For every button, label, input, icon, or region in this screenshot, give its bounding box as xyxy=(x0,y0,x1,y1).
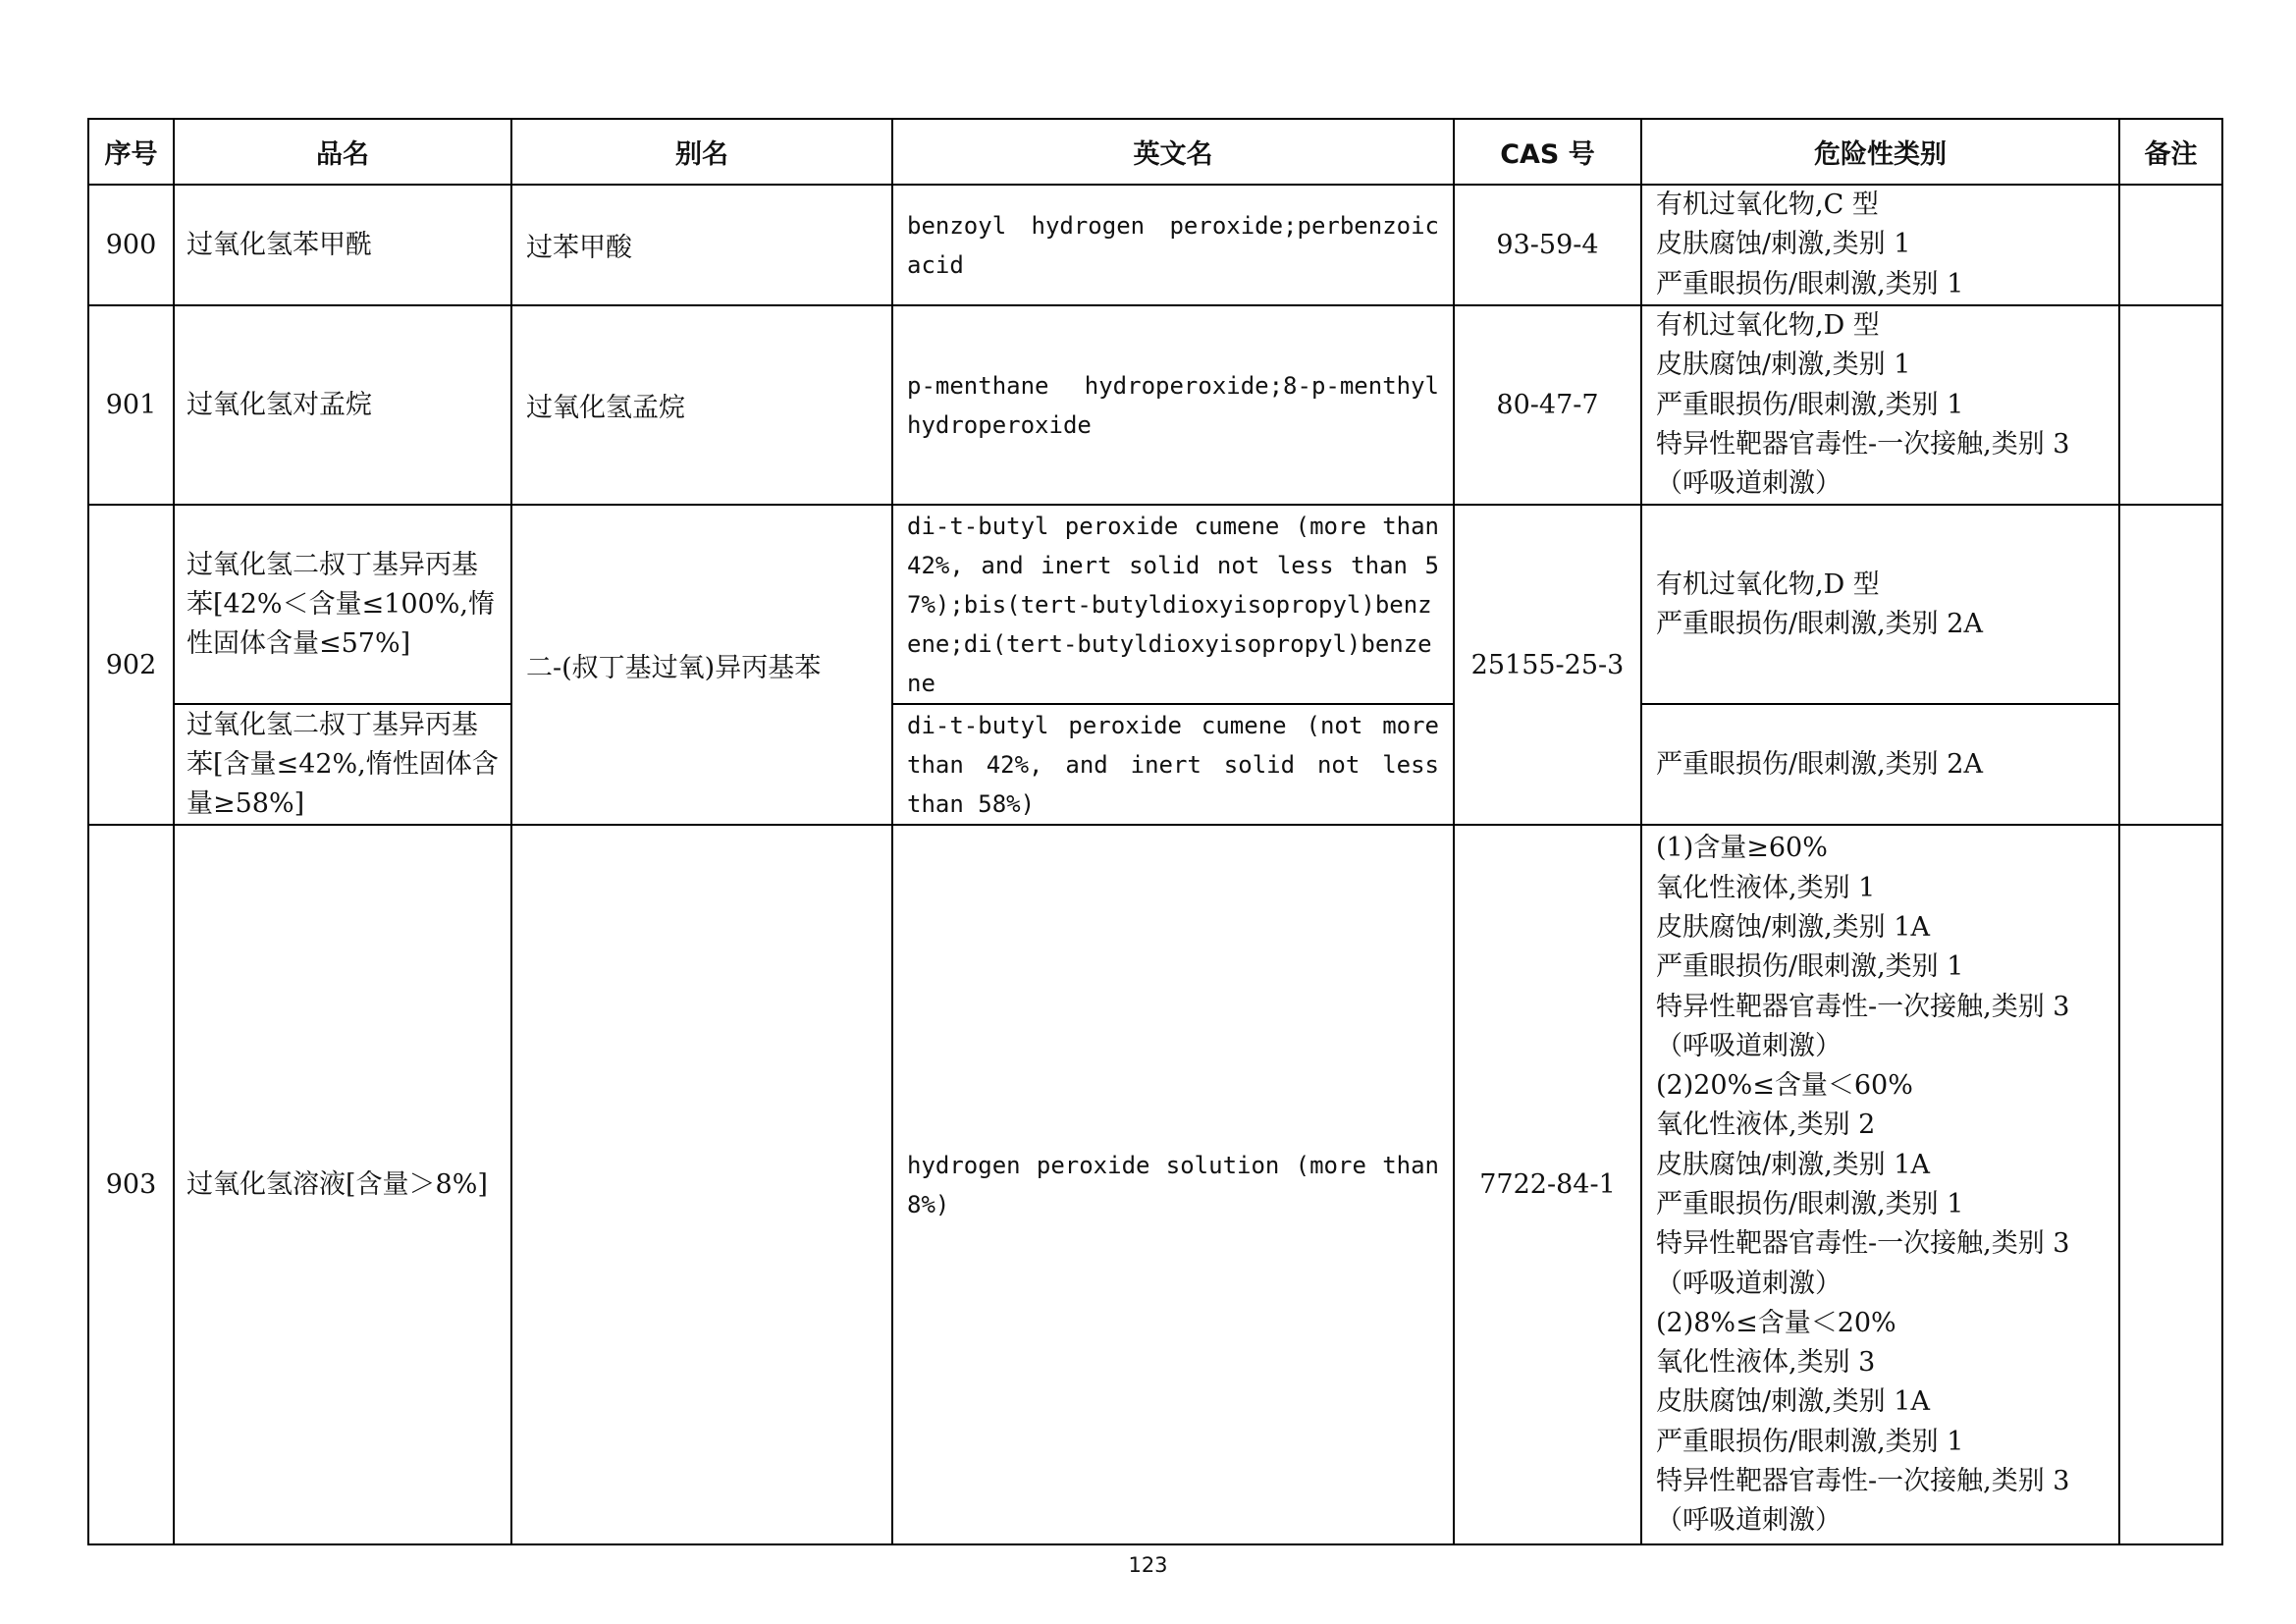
hazard-line: 特异性靶器官毒性-一次接触,类别 3 xyxy=(1656,1228,2070,1260)
hazard-line: 特异性靶器官毒性-一次接触,类别 3 xyxy=(1656,991,2070,1022)
hazard-line: (2)20%≤含量＜60% xyxy=(1656,1070,1913,1102)
hazard-line: （呼吸道刺激） xyxy=(1656,1268,1842,1299)
hazard-line: 严重眼损伤/眼刺激,类别 2A xyxy=(1656,608,1983,639)
table-row xyxy=(88,704,2222,825)
note-cell xyxy=(2119,185,2222,305)
hazard-line: 皮肤腐蚀/刺激,类别 1 xyxy=(1656,350,1911,381)
english-name-cell: hydrogen peroxide solution (more than 8%) xyxy=(892,825,1454,1544)
hazard-line: 严重眼损伤/眼刺激,类别 2A xyxy=(1656,748,1983,780)
seq-cell: 901 xyxy=(88,305,174,505)
page-number: 123 xyxy=(1128,1553,1168,1577)
hazard-line: 有机过氧化物,D 型 xyxy=(1656,568,1880,600)
table-row xyxy=(88,505,2222,704)
hazard-cell xyxy=(1641,704,2119,825)
table-row xyxy=(88,825,2222,1544)
cas-cell: 25155-25-3 xyxy=(1454,505,1641,825)
english-name-cell: di-t-butyl peroxide cumene (not more than 42%, and inert solid not less than 58%) xyxy=(892,704,1454,825)
english-name-cell: p-menthane hydroperoxide;8-p-menthyl hydroperoxide xyxy=(892,305,1454,505)
header-cas: CAS 号 xyxy=(1454,119,1641,185)
header-name: 品名 xyxy=(174,119,511,185)
hazard-line: （呼吸道刺激） xyxy=(1656,1505,1842,1537)
header-hazard: 危险性类别 xyxy=(1641,119,2119,185)
header-seq: 序号 xyxy=(88,119,174,185)
hazard-line: （呼吸道刺激） xyxy=(1656,1030,1842,1061)
table-row xyxy=(88,185,2222,305)
cas-cell: 93-59-4 xyxy=(1454,185,1641,305)
hazard-line: 严重眼损伤/眼刺激,类别 1 xyxy=(1656,389,1964,420)
hazard-cell xyxy=(1641,305,2119,505)
name-cell: 过氧化氢溶液[含量＞8%] xyxy=(174,825,511,1544)
name-cell: 过氧化氢二叔丁基异丙基苯[42%＜含量≤100%,惰性固体含量≤57%] xyxy=(174,505,511,704)
hazard-line: 皮肤腐蚀/刺激,类别 1A xyxy=(1656,1149,1930,1180)
hazard-cell xyxy=(1641,185,2119,305)
hazard-line: 严重眼损伤/眼刺激,类别 1 xyxy=(1656,268,1964,299)
header-alias: 别名 xyxy=(511,119,892,185)
hazard-line: 严重眼损伤/眼刺激,类别 1 xyxy=(1656,1426,1964,1457)
hazard-line: 皮肤腐蚀/刺激,类别 1A xyxy=(1656,911,1930,943)
alias-cell: 过苯甲酸 xyxy=(511,185,892,305)
hazard-line: 氧化性液体,类别 2 xyxy=(1656,1110,1876,1141)
table-row xyxy=(88,305,2222,505)
name-cell: 过氧化氢苯甲酰 xyxy=(174,185,511,305)
note-cell xyxy=(2119,305,2222,505)
hazard-line: 特异性靶器官毒性-一次接触,类别 3 xyxy=(1656,428,2070,460)
hazard-line: 严重眼损伤/眼刺激,类别 1 xyxy=(1656,1188,1964,1219)
hazardous-chemicals-table xyxy=(87,118,2223,1545)
name-cell: 过氧化氢对孟烷 xyxy=(174,305,511,505)
seq-cell: 900 xyxy=(88,185,174,305)
hazard-line: 有机过氧化物,D 型 xyxy=(1656,310,1880,341)
alias-cell xyxy=(511,825,892,1544)
header-english: 英文名 xyxy=(892,119,1454,185)
hazard-line: 严重眼损伤/眼刺激,类别 1 xyxy=(1656,951,1964,983)
name-cell: 过氧化氢二叔丁基异丙基苯[含量≤42%,惰性固体含量≥58%] xyxy=(174,704,511,825)
header-note: 备注 xyxy=(2119,119,2222,185)
hazard-line: 特异性靶器官毒性-一次接触,类别 3 xyxy=(1656,1466,2070,1497)
hazard-line: 皮肤腐蚀/刺激,类别 1A xyxy=(1656,1386,1930,1418)
header-row xyxy=(88,119,2222,185)
cas-cell: 80-47-7 xyxy=(1454,305,1641,505)
alias-cell: 二-(叔丁基过氧)异丙基苯 xyxy=(511,505,892,825)
note-cell xyxy=(2119,505,2222,825)
hazard-line: （呼吸道刺激） xyxy=(1656,468,1842,500)
alias-cell: 过氧化氢孟烷 xyxy=(511,305,892,505)
english-name-cell: di-t-butyl peroxide cumene (more than 42%, and inert solid not less than 57%);bis(tert-butyldioxyisopropyl)benzene;di(tert-butyldioxyisopropyl)benzene xyxy=(892,505,1454,704)
hazard-line: 皮肤腐蚀/刺激,类别 1 xyxy=(1656,229,1911,260)
hazard-line: 有机过氧化物,C 型 xyxy=(1656,189,1879,221)
hazard-line: (2)8%≤含量＜20% xyxy=(1656,1307,1896,1338)
hazard-cell xyxy=(1641,825,2119,1544)
hazard-line: 氧化性液体,类别 3 xyxy=(1656,1347,1876,1379)
hazard-cell xyxy=(1641,505,2119,704)
hazard-line: (1)含量≥60% xyxy=(1656,833,1828,864)
hazard-line: 氧化性液体,类别 1 xyxy=(1656,872,1876,903)
seq-cell: 903 xyxy=(88,825,174,1544)
note-cell xyxy=(2119,825,2222,1544)
seq-cell: 902 xyxy=(88,505,174,825)
english-name-cell: benzoyl hydrogen peroxide;perbenzoic acid xyxy=(892,185,1454,305)
cas-cell: 7722-84-1 xyxy=(1454,825,1641,1544)
